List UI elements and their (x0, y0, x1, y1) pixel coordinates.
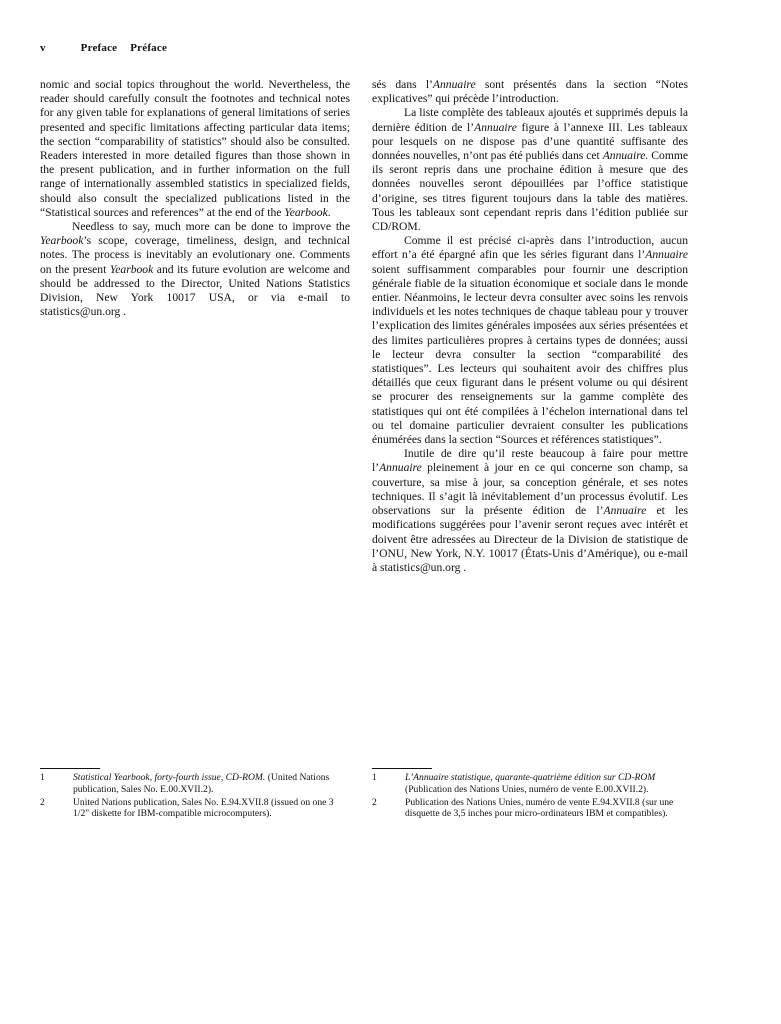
footnote-divider (40, 768, 100, 769)
french-column (372, 78, 688, 575)
header-title-fr: Préface (130, 42, 168, 54)
english-paragraph-2: Needless to say, much more can be done to improve the Yearbook’s scope, coverage, timeliness, design, and technical notes. The process is inevitably an evolutionary one. Comments on the present Yearbook and its future evolution are welcome and should be addressed to the Director, United Nations Statistics Division, New York 10017 USA, or via e-mail to statistics@un.org . (40, 220, 350, 319)
french-paragraph-4: Inutile de dire qu’il reste beaucoup à faire pour mettre l’Annuaire pleinement à jour en ce qui concerne son champ, sa couverture, sa mise à jour, sa conception générale, et ses notes techniques. Il s’agit là inévitablement d’un processus évolutif. Les observations sur la présente édition de l’Annuaire et les modifications suggérées pour l’avenir seront reçues avec intérêt et doivent être adressées au Directeur de la Division de statistique de l’ONU, New York, N.Y. 10017 (États-Unis d’Amérique), ou e-mail à statistics@un.org . (372, 447, 688, 574)
footnote: 1 Statistical Yearbook, forty-fourth issue, CD-ROM. (United Nations publication, Sales No. E.00.XVII.2). (40, 772, 330, 795)
french-paragraph-2: La liste complète des tableaux ajoutés et supprimés depuis la dernière édition de l’Annuaire figure à l’annexe III. Les tableaux pour lesquels on ne dispose pas d’une quantité suffisante des données nouvelles, n’ont pas été publiés dans cet Annuaire. Comme ils seront repris dans une prochaine édition à mesure que des données nouvelles seront dépouillées par l’office statistique d’origine, ses titres figurent toujours dans la table des matières. Tous les tableaux sont cependant repris dans l’édition publiée sur CD/ROM. (372, 106, 689, 234)
footnote: 1 L’Annuaire statistique, quarante-quatrième édition sur CD-ROM (Publication des Nations Unies, numéro de vente E.00.XVII.2). (372, 772, 656, 795)
page-number: v (40, 42, 46, 54)
english-footnotes (40, 768, 346, 821)
french-paragraph-1: sés dans l’Annuaire sont présentés dans la section “Notes explicatives” qui précède l’introduction. (372, 78, 689, 106)
english-paragraph-1: nomic and social topics throughout the world. Nevertheless, the reader should carefully consult the footnotes and technical notes for any given table for explanations of general limitations of series presented and specific limitations affecting particular data items; the section “comparability of statistics” should also be consulted. Readers interested in more detailed figures than those shown in the present publication, and in further information on the full range of internationally assembled statistics in specialized fields, should also consult the specialized publications listed in the “Statistical sources and references” at the end of the Yearbook. (40, 78, 350, 219)
french-footnotes (372, 768, 682, 821)
english-column (40, 78, 350, 319)
page-header (40, 42, 177, 54)
footnote-divider (372, 768, 432, 769)
footnote: 2 United Nations publication, Sales No. E.94.XVII.8 (issued on one 3 1/2" diskette for IBM-compatible microcomputers). (40, 796, 334, 820)
french-paragraph-3: Comme il est précisé ci-après dans l’introduction, aucun effort n’a été épargné afin que les séries figurant dans l’Annuaire soient suffisamment comparables pour fournir une description générale fiable de la situation économique et sociale dans le monde entier. Néanmoins, le lecteur devra consulter avec soins les renvois individuels et les notes techniques de chaque tableau pour y trouver l’explication des limites générales imposées aux séries présentées et des limites particulières propres à certains types de données; aussi le lecteur devra consulter la section “comparabilité des statistiques”. Les lecteurs qui souhaitent avoir des chiffres plus détaillés que ceux figurant dans le présent volume ou qui désirent se procurer des renseignements sur la gamme complète des statistiques qui ont été compilées à l’échelon international dans tel ou tel domaine particulier devraient consulter les publications énumérées dans la section “Sources et références statistiques”. (372, 234, 688, 447)
header-title-en: Preface (80, 42, 118, 54)
footnote: 2 Publication des Nations Unies, numéro de vente E.94.XVII.8 (sur une disquette de 3,5 inches pour micro-ordinateurs IBM et compatibles). (372, 796, 674, 820)
